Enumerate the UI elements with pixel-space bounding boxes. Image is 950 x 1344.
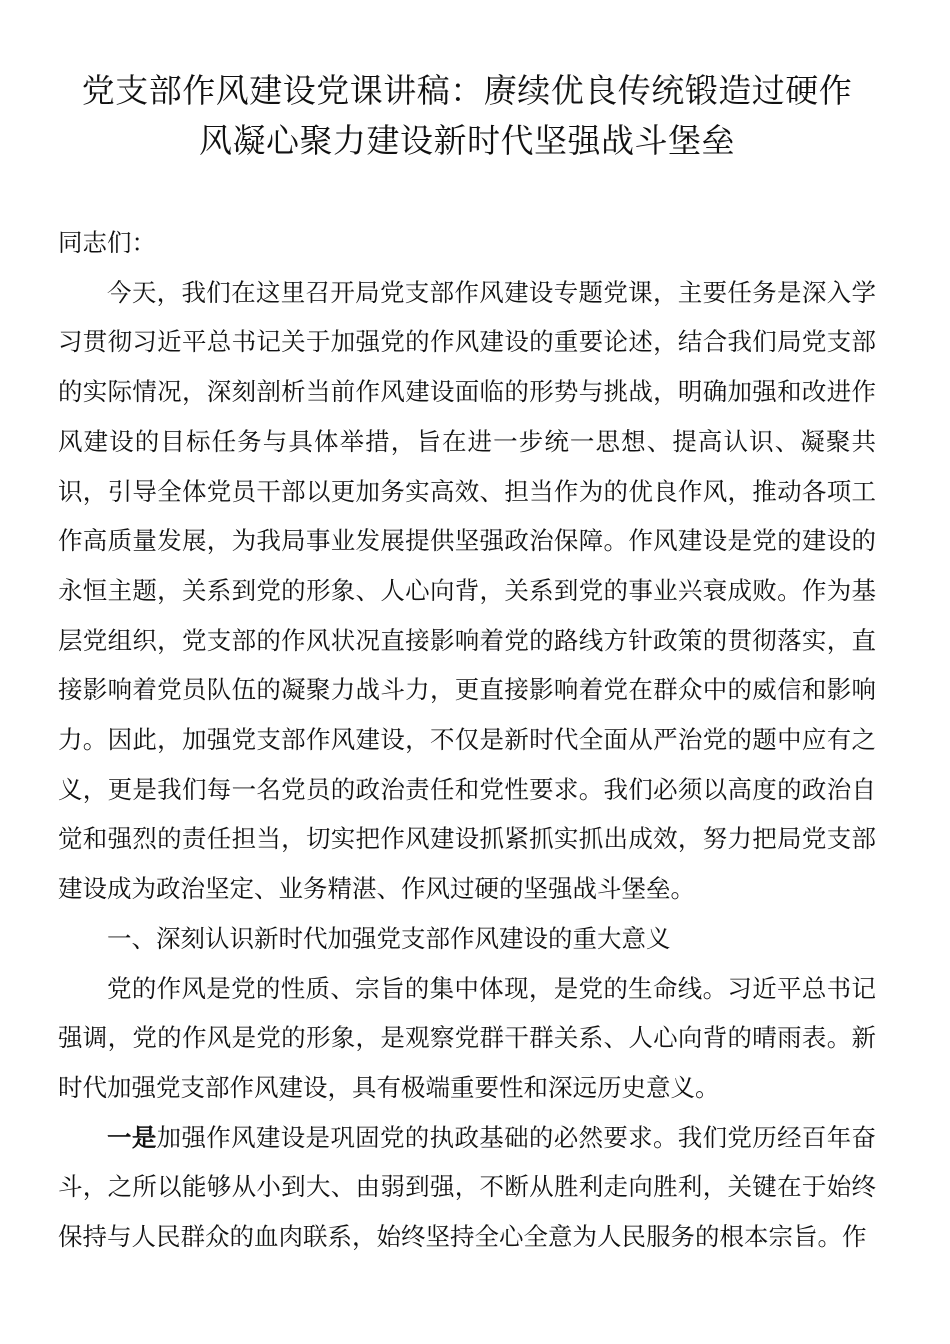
salutation: 同志们： [58,228,156,257]
point-1-paragraph [58,1113,876,1262]
title-line-1: 党支部作风建设党课讲稿：赓续优良传统锻造过硬作 [81,71,853,110]
section-1-intro-paragraph: 党的作风是党的性质、宗旨的集中体现，是党的生命线。习近平总书记强调，党的作风是党的形象，是观察党群干群关系、人心向背的晴雨表。新时代加强党支部作风建设，具有极端重要性和深远历史意义。 [58,973,876,1102]
title-line-2: 风凝心聚力建设新时代坚强战斗堡垒 [199,121,735,160]
section-heading-1: 一、深刻认识新时代加强党支部作风建设的重大意义 [107,923,671,953]
document-title [58,66,876,166]
intro-paragraph: 今天，我们在这里召开局党支部作风建设专题党课，主要任务是深入学习贯彻习近平总书记关于加强党的作风建设的重要论述，结合我们局党支部的实际情况，深刻剖析当前作风建设面临的形势与挑战，明确加强和改进作风建设的目标任务与具体举措，旨在进一步统一思想、提高认识、凝聚共识，引导全体党员干部以更加务实高效、担当作为的优良作风，推动各项工作高质量发展，为我局事业发展提供坚强政治保障。作风建设是党的建设的永恒主题，关系到党的形象、人心向背，关系到党的事业兴衰成败。作为基层党组织，党支部的作风状况直接影响着党的路线方针政策的贯彻落实，直接影响着党员队伍的凝聚力战斗力，更直接影响着党在群众中的威信和影响力。因此，加强党支部作风建设，不仅是新时代全面从严治党的题中应有之义，更是我们每一名党员的政治责任和党性要求。我们必须以高度的政治自觉和强烈的责任担当，切实把作风建设抓紧抓实抓出成效，努力把局党支部建设成为政治坚定、业务精湛、作风过硬的坚强战斗堡垒。 [58,277,876,904]
point-1-lead: 一是 [107,1122,157,1152]
point-1-text: 加强作风建设是巩固党的执政基础的必然要求。我们党历经百年奋斗，之所以能够从小到大、由弱到强，不断从胜利走向胜利，关键在于始终保持与人民群众的血肉联系，始终坚持全心全意为人民服务的根本宗旨。作 [58,1122,877,1252]
